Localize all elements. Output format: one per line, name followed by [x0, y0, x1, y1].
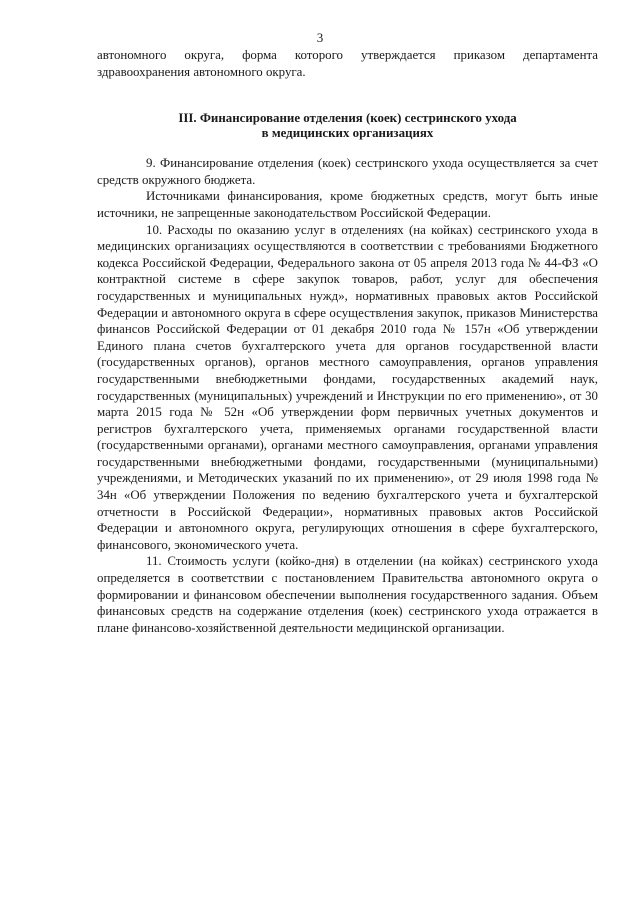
document-body	[97, 47, 598, 636]
paragraph-9: 9. Финансирование отделения (коек) сестринского ухода осуществляется за счет средств окружного бюджета.	[97, 156, 598, 187]
section-title	[97, 111, 598, 141]
paragraph-funding-sources: Источниками финансирования, кроме бюджетных средств, могут быть иные источники, не запрещенные законодательством Российской Федерации.	[97, 189, 598, 220]
section-title-line-1: III. Финансирование отделения (коек) сестринского ухода	[178, 111, 517, 126]
page-number: 3	[316, 30, 324, 45]
continuation-paragraph: автономного округа, форма которого утверждается приказом департамента здравоохранения автономного округа.	[97, 48, 598, 79]
paragraph-11: 11. Стоимость услуги (койко-дня) в отделении (на койках) сестринского ухода определяется в соответствии с постановлением Правительства автономного округа о формировании и финансовом обеспечении выполнения государственного задания. Объем финансовых средств на содержание отделения (коек) сестринского ухода отражается в плане финансово-хозяйственной деятельности медицинской организации.	[97, 554, 598, 635]
paragraph-10: 10. Расходы по оказанию услуг в отделениях (на койках) сестринского ухода в медицинских организациях осуществляются в соответствии с требованиями Бюджетного кодекса Российской Федерации, Федерального закона от 05 апреля 2013 года № 44-ФЗ «О контрактной системе в сфере закупок товаров, работ, услуг для обеспечения государственных и муниципальных нужд», нормативных правовых актов Российской Федерации и автономного округа в сфере осуществления закупок, приказов Министерства финансов Российской Федерации от 01 декабря 2010 года № 157н «Об утверждении Единого плана счетов бухгалтерского учета для органов государственной власти (государственных органов), органов местного самоуправления, органов управления государственными внебюджетными фондами, государственных академий наук, государственных (муниципальных) учреждений и Инструкции по его применению», от 30 марта 2015 года № 52н «Об утверждении форм первичных учетных документов и регистров бухгалтерского учета, применяемых органами государственной власти (государственными органами), органами местного самоуправления, органами управления государственными внебюджетными фондами, государственными (муниципальными) учреждениями, и Методических указаний по их применению», от 29 июля 1998 года № 34н «Об утверждении Положения по ведению бухгалтерского учета и бухгалтерской отчетности в Российской Федерации», нормативных правовых актов Российской Федерации и автономного округа, регулирующих отношения в сфере бухгалтерского, финансового, экономического учета.	[97, 222, 598, 552]
section-title-line-2: в медицинских организациях	[261, 126, 434, 141]
